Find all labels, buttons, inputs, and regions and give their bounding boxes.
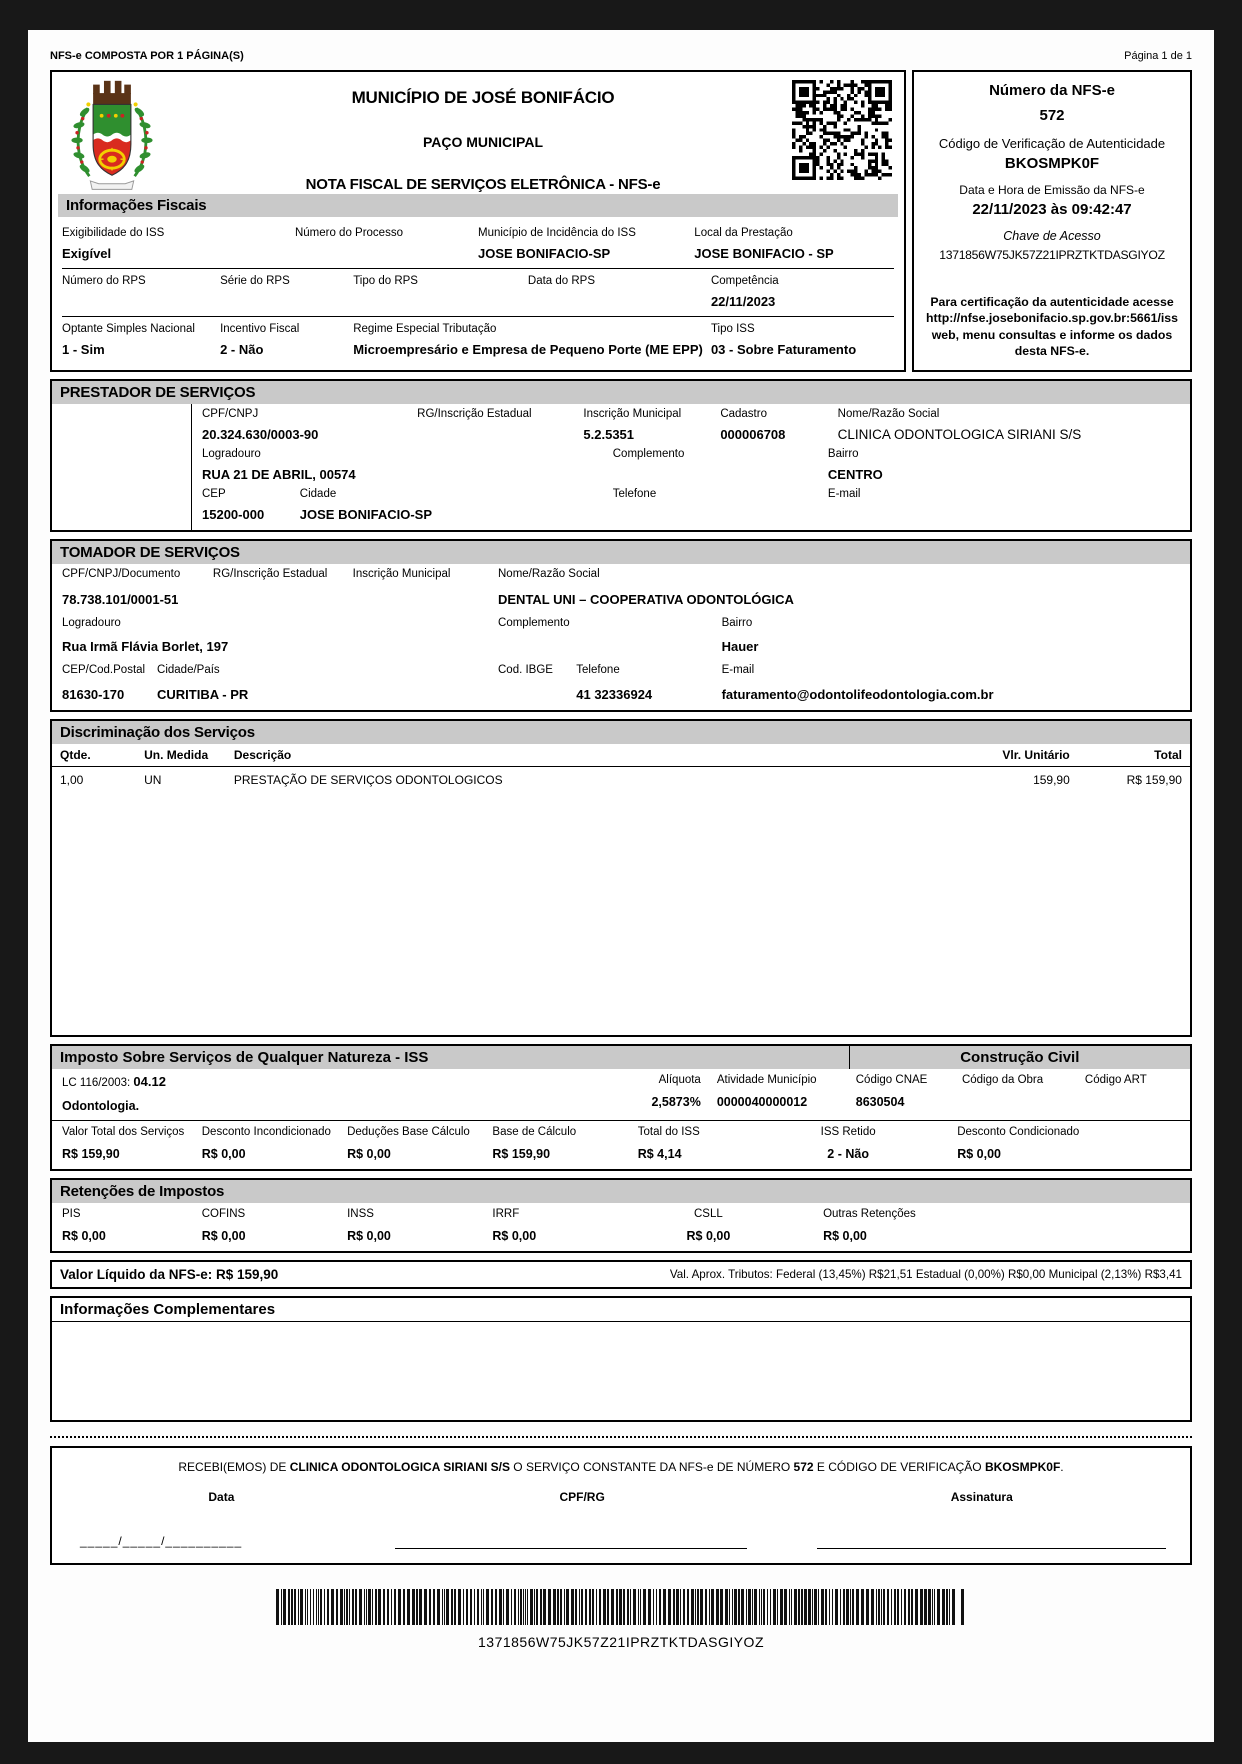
fiscal-row-1 (62, 221, 894, 268)
prestador-razao-label: Nome/Razão Social (837, 408, 940, 420)
prestador-cidade-label: Cidade (299, 488, 337, 500)
total-iss-label: Total do ISS (637, 1126, 700, 1138)
field-outras-retencoes (783, 1208, 1180, 1243)
prestador-logradouro-label: Logradouro (202, 448, 261, 460)
field-tomador-ibge (498, 664, 576, 702)
iss-lc-code: 04.12 (133, 1074, 166, 1089)
cnae-label: Código CNAE (855, 1074, 928, 1086)
field-exigibilidade (62, 227, 295, 261)
field-prestador-im (583, 408, 720, 442)
prestador-telefone-label: Telefone (612, 488, 657, 500)
receipt-mid1: O SERVIÇO CONSTANTE DA NFS-e DE NÚMERO (509, 1460, 794, 1474)
prestador-bairro-label: Bairro (827, 448, 859, 460)
incentivo-label: Incentivo Fiscal (220, 323, 300, 335)
field-prestador-rgie (417, 408, 583, 442)
prestador-complemento-value (613, 467, 822, 482)
municipio-incidencia-value: JOSE BONIFACIO-SP (477, 246, 611, 261)
field-aliquota (610, 1074, 705, 1113)
composed-note: NFS-e COMPOSTA POR 1 PÁGINA(S) (50, 50, 244, 62)
emission-label: Data e Hora de Emissão da NFS-e (959, 183, 1145, 197)
field-prestador-cnpj (202, 408, 417, 442)
tomador-cep-value: 81630-170 (62, 687, 125, 702)
receipt-date-label: Data (208, 1490, 235, 1504)
field-local-prestacao (694, 227, 894, 261)
prestador-telefone-value (613, 507, 822, 522)
tomador-bairro-value: Hauer (721, 639, 759, 654)
prestador-im-value: 5.2.5351 (583, 427, 635, 442)
art-label: Código ART (1084, 1074, 1147, 1086)
prestador-cnpj-label: CPF/CNPJ (202, 408, 259, 420)
field-tipo-rps (353, 275, 528, 309)
cofins-value: R$ 0,00 (201, 1229, 246, 1243)
retencoes-header: Retenções de Impostos (52, 1180, 1190, 1203)
data-rps-value (528, 294, 711, 308)
fiscal-row-2 (62, 268, 894, 316)
tomador-razao-label: Nome/Razão Social (498, 568, 600, 580)
construcao-civil-header: Construção Civil (849, 1046, 1190, 1069)
tomador-header: TOMADOR DE SERVIÇOS (52, 541, 1190, 564)
municipal-coat-of-arms (64, 78, 174, 192)
prestador-cnpj-value: 20.324.630/0003-90 (202, 427, 319, 442)
iss-atividade-desc: Odontologia. (62, 1099, 140, 1113)
prestador-row-1 (202, 408, 1180, 442)
tomador-cidade-value: CURITIBA - PR (157, 687, 249, 702)
field-desc-cond (917, 1126, 1180, 1161)
valor-total-label: Valor Total dos Serviços (62, 1126, 185, 1138)
tomador-doc-value: 78.738.101/0001-51 (62, 592, 179, 607)
prestador-row-3 (202, 488, 1180, 522)
incentivo-value: 2 - Não (220, 342, 264, 357)
header-main-box (50, 70, 906, 372)
desc-cond-value: R$ 0,00 (957, 1147, 1001, 1161)
tomador-im-value (353, 587, 492, 602)
numero-rps-value (62, 294, 220, 308)
field-csll (638, 1208, 783, 1243)
barcode-icon (276, 1589, 966, 1625)
tipo-rps-value (353, 294, 528, 308)
field-optante (62, 323, 220, 357)
service-un: UN (144, 773, 162, 787)
receipt-suffix: . (1060, 1460, 1064, 1474)
receipt-date-placeholder: _____/_____/__________ (80, 1534, 243, 1548)
field-prestador-telefone (613, 488, 828, 522)
barcode-text: 1371856W75JK57Z21IPRZTKTDASGIYOZ (478, 1634, 764, 1650)
field-competencia (711, 275, 894, 309)
complementares-section (50, 1296, 1192, 1422)
tipo-rps-label: Tipo do RPS (353, 275, 418, 287)
iss-header: Imposto Sobre Serviços de Qualquer Natureza - ISS (60, 1049, 429, 1066)
field-tomador-telefone (576, 664, 721, 702)
tomador-rgie-label: RG/Inscrição Estadual (212, 568, 328, 580)
field-tipo-iss (711, 323, 894, 357)
field-valor-total (62, 1126, 202, 1161)
field-iss-lc (62, 1074, 610, 1113)
desc-incond-value: R$ 0,00 (201, 1147, 246, 1161)
prestador-cadastro-label: Cadastro (720, 408, 767, 420)
iss-lc-label: LC 116/2003: (62, 1077, 131, 1089)
pis-label: PIS (62, 1208, 81, 1220)
receipt-signature-block (787, 1490, 1176, 1549)
field-irrf (492, 1208, 637, 1243)
coat-of-arms-icon (64, 78, 160, 196)
serie-rps-label: Série do RPS (220, 275, 290, 287)
total-iss-value: R$ 4,14 (637, 1147, 682, 1161)
tomador-row-1 (62, 568, 1180, 607)
field-base-calculo (492, 1126, 637, 1161)
field-processo (295, 227, 478, 261)
prestador-header: PRESTADOR DE SERVIÇOS (52, 381, 1190, 404)
field-desc-incond (202, 1126, 347, 1161)
tomador-telefone-label: Telefone (576, 664, 620, 676)
tomador-doc-label: CPF/CNPJ/Documento (62, 568, 181, 580)
prestador-rgie-value (417, 427, 577, 442)
field-prestador-cadastro (720, 408, 837, 442)
service-descricao: PRESTAÇÃO DE SERVIÇOS ODONTOLOGICOS (233, 773, 503, 787)
prestador-im-label: Inscrição Municipal (583, 408, 682, 420)
data-rps-label: Data do RPS (527, 275, 596, 287)
field-deducoes (347, 1126, 492, 1161)
prestador-logo-area (52, 404, 192, 530)
barcode-block (50, 1589, 1192, 1650)
col-total: Total (1154, 748, 1182, 762)
serie-rps-value (220, 294, 353, 308)
field-prestador-razao (838, 408, 1180, 442)
valor-liquido-bar (50, 1260, 1192, 1289)
field-pis (62, 1208, 202, 1243)
field-iss-retido (783, 1126, 917, 1161)
obra-label: Código da Obra (961, 1074, 1044, 1086)
municipio-incidencia-label: Município de Incidência do ISS (477, 227, 636, 239)
tomador-email-label: E-mail (721, 664, 755, 676)
base-calculo-label: Base de Cálculo (492, 1126, 577, 1138)
verification-code: BKOSMPK0F (1004, 155, 1100, 172)
service-qtde: 1,00 (60, 773, 84, 787)
nfse-number: 572 (1039, 107, 1065, 124)
prestador-cep-value: 15200-000 (202, 507, 265, 522)
municipality-name: MUNICÍPIO DE JOSÉ BONIFÁCIO (351, 88, 615, 107)
prestador-email-value (828, 507, 1174, 522)
csll-value: R$ 0,00 (686, 1229, 731, 1243)
tomador-complemento-value (498, 636, 716, 651)
access-key: 1371856W75JK57Z21IPRZTKTDASGIYOZ (939, 248, 1165, 262)
field-data-rps (528, 275, 711, 309)
field-art (1085, 1074, 1180, 1113)
outras-retencoes-label: Outras Retenções (823, 1208, 916, 1220)
aliquota-label: Alíquota (658, 1074, 701, 1086)
iss-section (50, 1044, 1192, 1171)
valor-liquido: Valor Líquido da NFS-e: R$ 159,90 (60, 1267, 279, 1282)
field-tomador-doc (62, 568, 213, 607)
field-tomador-razao (498, 568, 1180, 607)
tomador-row-3 (62, 664, 1180, 702)
receipt-statement (66, 1460, 1176, 1474)
field-total-iss (638, 1126, 783, 1161)
prestador-complemento-label: Complemento (612, 448, 685, 460)
processo-value (295, 246, 478, 260)
col-descricao: Descrição (233, 748, 292, 762)
local-prestacao-value: JOSE BONIFACIO - SP (694, 246, 834, 261)
inss-value: R$ 0,00 (347, 1229, 391, 1243)
field-atividade-municipio (705, 1074, 856, 1113)
csll-label: CSLL (694, 1208, 723, 1220)
col-un-medida: Un. Medida (144, 748, 209, 762)
retencoes-section (50, 1178, 1192, 1253)
services-section (50, 719, 1192, 1037)
prestador-cidade-value: JOSE BONIFACIO-SP (299, 507, 432, 522)
page-indicator: Página 1 de 1 (1124, 50, 1192, 62)
obra-value (962, 1095, 1081, 1109)
receipt-number: 572 (793, 1460, 814, 1474)
cofins-label: COFINS (201, 1208, 246, 1220)
atividade-municipio-label: Atividade Município (716, 1074, 817, 1086)
receipt-signature-label: Assinatura (950, 1490, 1013, 1504)
document-page (28, 30, 1214, 1742)
services-header: Discriminação dos Serviços (52, 721, 1190, 744)
art-value (1085, 1095, 1176, 1109)
receipt-section (50, 1446, 1192, 1565)
tomador-bairro-label: Bairro (721, 617, 753, 629)
cut-line (50, 1436, 1192, 1438)
aliquota-value: 2,5873% (651, 1095, 701, 1109)
tomador-ibge-value (498, 683, 570, 698)
pis-value: R$ 0,00 (62, 1229, 106, 1243)
tomador-cidade-label: Cidade/País (157, 664, 220, 676)
field-cofins (202, 1208, 347, 1243)
header-section (50, 70, 1192, 372)
qr-code-icon (792, 80, 892, 180)
receipt-mid2: E CÓDIGO DE VERIFICAÇÃO (813, 1460, 985, 1474)
tipo-iss-label: Tipo ISS (710, 323, 755, 335)
field-obra (962, 1074, 1085, 1113)
services-empty-area (52, 793, 1190, 1035)
field-tomador-cep (62, 664, 157, 702)
city-hall-name: PAÇO MUNICIPAL (422, 134, 544, 150)
field-prestador-cidade (300, 488, 613, 522)
nfse-number-label: Número da NFS-e (989, 82, 1115, 99)
prestador-email-label: E-mail (827, 488, 861, 500)
tomador-cep-label: CEP/Cod.Postal (62, 664, 146, 676)
valor-total-value: R$ 159,90 (62, 1147, 120, 1161)
field-municipio-incidencia (478, 227, 694, 261)
field-prestador-logradouro (202, 448, 613, 482)
tomador-section (50, 539, 1192, 712)
numero-rps-label: Número do RPS (62, 275, 146, 287)
regime-value: Microempresário e Empresa de Pequeno Porte (ME EPP) (353, 342, 703, 357)
irrf-value: R$ 0,00 (492, 1229, 537, 1243)
prestador-cep-label: CEP (202, 488, 226, 500)
field-numero-rps (62, 275, 220, 309)
field-regime (353, 323, 711, 357)
emission-datetime: 22/11/2023 às 09:42:47 (972, 201, 1132, 218)
exigibilidade-value: Exigível (62, 246, 112, 261)
services-table-header (52, 744, 1190, 767)
deducoes-label: Deduções Base Cálculo (347, 1126, 470, 1138)
complementares-body (52, 1322, 1190, 1420)
qr-code (792, 78, 894, 192)
desc-incond-label: Desconto Incondicionado (201, 1126, 331, 1138)
regime-label: Regime Especial Tributação (353, 323, 497, 335)
field-tomador-complemento (498, 617, 722, 654)
verification-label: Código de Verificação de Autenticidade (938, 136, 1166, 151)
receipt-cpfrg-line (395, 1548, 748, 1549)
field-tomador-rgie (213, 568, 353, 607)
prestador-cadastro-value: 000006708 (720, 427, 786, 442)
col-vlr-unitario: Vlr. Unitário (1002, 748, 1070, 762)
field-prestador-email (828, 488, 1180, 522)
field-tomador-logradouro (62, 617, 498, 654)
iss-lc-line (62, 1074, 610, 1089)
tomador-complemento-label: Complemento (498, 617, 570, 629)
iss-header-bar (52, 1046, 1190, 1069)
certification-note: Para certificação da autenticidade acesse http://nfse.josebonifacio.sp.gov.br:5661/iss web, menu consultas e informe os dados desta NFS-e. (926, 294, 1178, 359)
field-tomador-im (353, 568, 498, 607)
tomador-logradouro-value: Rua Irmã Flávia Borlet, 197 (62, 639, 229, 654)
receipt-provider: CLINICA ODONTOLOGICA SIRIANI S/S (289, 1460, 510, 1474)
field-prestador-bairro (828, 448, 1180, 482)
prestador-bairro-value: CENTRO (827, 467, 883, 482)
fiscal-info-header: Informações Fiscais (58, 194, 898, 217)
prestador-row-2 (202, 448, 1180, 482)
receipt-date-block (66, 1490, 377, 1549)
tomador-im-label: Inscrição Municipal (352, 568, 451, 580)
field-incentivo (220, 323, 353, 357)
service-vlr-unitario: 159,90 (1033, 773, 1070, 787)
base-calculo-value: R$ 159,90 (492, 1147, 551, 1161)
prestador-razao-value: CLINICA ODONTOLOGICA SIRIANI S/S (837, 427, 1082, 442)
tomador-logradouro-label: Logradouro (62, 617, 121, 629)
inss-label: INSS (347, 1208, 374, 1220)
tomador-email-value: faturamento@odontolifeodontologia.com.br (721, 687, 994, 702)
document-title: NOTA FISCAL DE SERVIÇOS ELETRÔNICA - NFS-e (305, 176, 661, 193)
processo-label: Número do Processo (294, 227, 403, 239)
page-meta-row (50, 50, 1192, 62)
cnae-value: 8630504 (855, 1095, 905, 1109)
tomador-telefone-value: 41 32336924 (576, 687, 653, 702)
iss-retido-value: 2 - Não (827, 1147, 869, 1161)
competencia-label: Competência (710, 275, 779, 287)
tomador-ibge-label: Cod. IBGE (498, 664, 553, 676)
retencoes-row (52, 1203, 1190, 1251)
optante-label: Optante Simples Nacional (62, 323, 195, 335)
tributos-aproximados: Val. Aprox. Tributos: Federal (13,45%) R$21,51 Estadual (0,00%) R$0,00 Municipal (2,13%) R$3,41 (669, 1268, 1182, 1281)
receipt-signature-line (817, 1548, 1166, 1549)
fiscal-row-3 (62, 316, 894, 364)
prestador-rgie-label: RG/Inscrição Estadual (417, 408, 532, 420)
service-row (52, 767, 1190, 793)
field-prestador-complemento (613, 448, 828, 482)
prestador-logradouro-value: RUA 21 DE ABRIL, 00574 (202, 467, 356, 482)
tomador-razao-value: DENTAL UNI – COOPERATIVA ODONTOLÓGICA (498, 592, 794, 607)
complementares-header: Informações Complementares (52, 1298, 1190, 1322)
receipt-code: BKOSMPK0F (984, 1460, 1061, 1474)
local-prestacao-label: Local da Prestação (694, 227, 793, 239)
competencia-value: 22/11/2023 (710, 294, 776, 309)
tipo-iss-value: 03 - Sobre Faturamento (710, 342, 857, 357)
exigibilidade-label: Exigibilidade do ISS (62, 227, 165, 239)
optante-value: 1 - Sim (62, 342, 105, 357)
deducoes-value: R$ 0,00 (347, 1147, 391, 1161)
tomador-row-2 (62, 617, 1180, 654)
field-prestador-cep (202, 488, 300, 522)
nfse-number-panel (912, 70, 1192, 372)
field-inss (347, 1208, 492, 1243)
irrf-label: IRRF (492, 1208, 520, 1220)
tomador-rgie-value (213, 587, 347, 602)
iss-retido-label: ISS Retido (820, 1126, 876, 1138)
receipt-cpfrg-block (377, 1490, 788, 1549)
prestador-section (50, 379, 1192, 532)
service-total: R$ 159,90 (1126, 773, 1182, 787)
outras-retencoes-value: R$ 0,00 (823, 1229, 867, 1243)
iss-row-1 (52, 1069, 1190, 1121)
atividade-municipio-value: 0000040000012 (716, 1095, 808, 1109)
iss-row-2 (52, 1121, 1190, 1169)
access-key-label: Chave de Acesso (1003, 229, 1101, 243)
field-tomador-email (722, 664, 1180, 702)
col-qtde: Qtde. (60, 748, 91, 762)
field-cnae (856, 1074, 962, 1113)
field-serie-rps (220, 275, 353, 309)
field-tomador-bairro (722, 617, 1180, 654)
desc-cond-label: Desconto Condicionado (957, 1126, 1080, 1138)
receipt-cpfrg-label: CPF/RG (559, 1490, 605, 1504)
receipt-prefix: RECEBI(EMOS) DE (178, 1460, 290, 1474)
field-tomador-cidade (157, 664, 498, 702)
